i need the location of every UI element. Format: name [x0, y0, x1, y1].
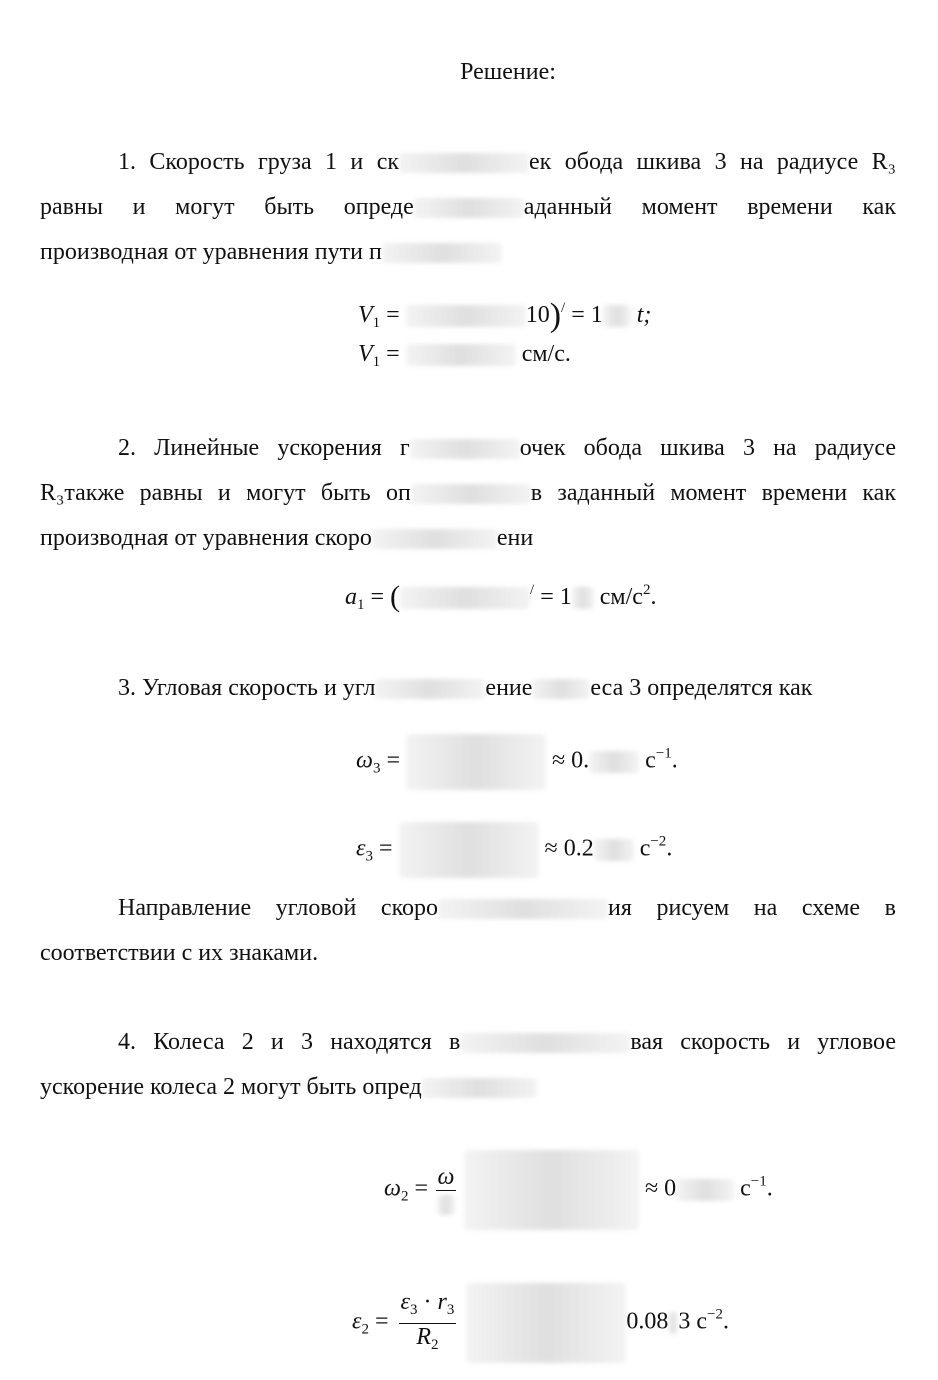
number: ≈ 0.: [552, 747, 590, 774]
superscript: −2: [650, 833, 667, 850]
symbol: ω: [356, 747, 373, 774]
unit: см/с.: [521, 341, 571, 367]
formula-epsilon3: [356, 822, 672, 878]
obscured-region: [406, 344, 516, 366]
unit: с: [696, 1308, 707, 1335]
text-fragment: R₃также равны и могут быть оп: [40, 480, 411, 506]
subscript: 1: [372, 315, 381, 331]
text-fragment: еса 3 определятся как: [590, 675, 813, 701]
superscript: −1: [655, 745, 672, 762]
obscured-region: [406, 734, 546, 790]
formula-a1: [345, 576, 656, 619]
symbol: a: [345, 584, 357, 610]
obscured-region: [603, 305, 631, 327]
formula-v1-value: [358, 340, 571, 376]
obscured-region: [414, 198, 524, 218]
obscured-region: [532, 679, 590, 699]
symbol: V: [358, 302, 373, 328]
punctuation: .: [766, 1175, 773, 1202]
unit: см/с: [599, 584, 643, 610]
fraction-epsilon-ratio: [399, 1289, 457, 1358]
obscured-region: [422, 1078, 537, 1098]
obscured-region: [438, 899, 608, 919]
note-line1: [118, 894, 896, 922]
equals-sign: =: [374, 1308, 389, 1335]
fraction-omega-ratio: [435, 1164, 457, 1217]
subscript: 1: [372, 354, 381, 370]
symbol: ε: [400, 1288, 410, 1315]
symbol: ε: [352, 1308, 362, 1335]
superscript: 2: [642, 582, 651, 598]
number: ≈ 0.2: [544, 835, 594, 862]
obscured-region: [460, 1033, 630, 1053]
number: 10: [525, 302, 550, 328]
punctuation: .: [671, 747, 678, 774]
paren: (: [390, 580, 401, 613]
symbol: ω: [384, 1175, 401, 1202]
text-fragment: аданный момент времени как: [523, 194, 896, 220]
obscured-region: [437, 1195, 455, 1215]
subscript: 2: [361, 1321, 369, 1338]
symbol: t;: [636, 302, 652, 328]
subscript: 2: [431, 1336, 439, 1353]
equals-sign: =: [386, 302, 400, 328]
obscured-region: [411, 484, 531, 504]
subscript: 2: [400, 1188, 409, 1205]
formula-v1-derivative: [358, 294, 651, 337]
text-fragment: Направление угловой скоро: [118, 895, 439, 921]
obscured-region: [464, 1150, 639, 1230]
unit: с: [740, 1175, 751, 1202]
fraction-denominator: [414, 1324, 440, 1358]
obscured-region: [382, 243, 502, 263]
superscript: −1: [750, 1173, 767, 1190]
obscured-region: [466, 1283, 626, 1363]
obscured-region: [594, 839, 634, 861]
obscured-region: [399, 822, 539, 878]
equals-sign: =: [386, 341, 400, 367]
obscured-region: [668, 1312, 678, 1334]
section4-line1: [118, 1028, 896, 1056]
obscured-region: [399, 153, 529, 173]
punctuation: .: [666, 835, 673, 862]
symbol: V: [358, 341, 373, 367]
text-fragment: 4. Колеса 2 и 3 находятся в: [118, 1029, 461, 1055]
unit: с: [645, 747, 656, 774]
text-fragment: вая скорость и угловое: [630, 1029, 897, 1055]
text-fragment: 3. Угловая скорость и угл: [118, 675, 376, 701]
prime: /: [561, 300, 566, 316]
obscured-region: [400, 587, 530, 609]
section1-line1: [118, 148, 896, 176]
fraction-denominator: [435, 1191, 457, 1217]
equals-sign: =: [414, 1175, 428, 1202]
section1-line3: [40, 238, 896, 266]
equals-sign: =: [378, 835, 393, 862]
text-fragment: очек обода шкива 3 на радиусе: [519, 435, 896, 461]
fraction-numerator: [399, 1289, 457, 1324]
obscured-region: [676, 1179, 734, 1201]
obscured-region: [572, 587, 594, 609]
subscript: 3: [372, 760, 381, 777]
operator: ·: [417, 1288, 438, 1315]
punctuation: .: [650, 584, 657, 610]
punctuation: .: [722, 1308, 729, 1335]
page-title: Решение:: [460, 59, 556, 85]
obscured-region: [410, 439, 520, 459]
number: = 1: [540, 584, 572, 610]
subscript: 3: [365, 848, 373, 865]
text-fragment: ек обода шкива 3 на радиусе R₃: [529, 149, 897, 175]
unit: с: [639, 835, 651, 862]
obscured-region: [406, 305, 526, 327]
section2-line3: [40, 524, 896, 552]
text-fragment: ускорение колеса 2 могут быть опред: [40, 1074, 422, 1100]
text-fragment: 1. Скорость груза 1 и ск: [118, 149, 400, 175]
subscript: 3: [409, 1301, 418, 1318]
formula-epsilon2: [352, 1283, 729, 1363]
text-fragment: 2. Линейные ускорения г: [118, 435, 410, 461]
note-line2: соответствии с их знаками.: [40, 940, 319, 966]
symbol: r: [437, 1288, 447, 1315]
superscript: −2: [706, 1306, 723, 1323]
symbol: ε: [356, 835, 366, 862]
text-fragment: ени: [496, 525, 534, 551]
subscript: 3: [446, 1301, 455, 1318]
number: 0.08: [626, 1308, 669, 1335]
text-fragment: производная от уравнения пути п: [40, 239, 382, 265]
text-fragment: производная от уравнения скоро: [40, 525, 372, 551]
section3-line1: [118, 674, 896, 702]
number: 3: [678, 1308, 691, 1335]
text-fragment: в заданный момент времени как: [530, 480, 896, 506]
subscript: 1: [357, 597, 365, 613]
text-fragment: ение: [485, 675, 533, 701]
obscured-region: [375, 679, 485, 699]
fraction-numerator: ω: [437, 1163, 455, 1190]
text-fragment: ия рисуем на схеме в: [608, 895, 896, 921]
obscured-region: [372, 529, 497, 549]
prime: /: [530, 582, 535, 598]
section2-line2: [40, 479, 896, 507]
section2-line1: [118, 434, 896, 462]
paren: ): [549, 297, 562, 334]
number: ≈ 0: [645, 1175, 677, 1202]
equals-sign: =: [386, 747, 400, 774]
equals-sign: =: [370, 584, 385, 610]
section1-line2: [40, 193, 896, 221]
text-fragment: равны и могут быть опреде: [40, 194, 414, 220]
formula-omega3: [356, 734, 678, 790]
obscured-region: [589, 751, 639, 773]
formula-omega2: [384, 1150, 773, 1230]
section4-line2: [40, 1073, 896, 1101]
symbol: R: [416, 1323, 431, 1350]
number: = 1: [571, 302, 603, 328]
